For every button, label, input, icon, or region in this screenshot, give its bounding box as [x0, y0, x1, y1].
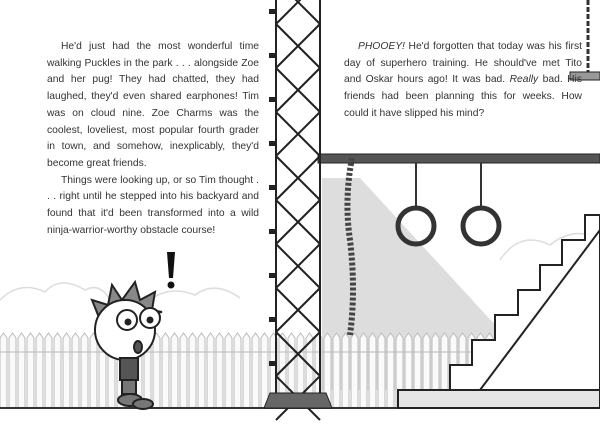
- right-text-column: [344, 39, 582, 123]
- paragraph-text: He'd forgotten that today was his first day of superhero training. He should've met Tito and Oskar hours ago! It was bad.: [344, 41, 582, 86]
- paragraph: [344, 39, 582, 123]
- paragraph: He'd just had the most wonderful time walking Puckles in the park . . . alongside Zoe and her pug! They had chatted, they had laughed, they'd even shared earphones! Tim was on cloud nine. Zoe Charms was the coolest, loveliest, most popular fourth grader in town, and somehow, inexplicably, they'd become great friends.: [47, 41, 259, 169]
- paragraph: Things were looking up, or so Tim thought . . . right until he stepped into his backyard and found that it'd been transformed into a wild ninja-warrior-worthy obstacle course!: [47, 174, 259, 236]
- paragraph-text: bad. His friends had been planning this for weeks. How could it have slipped his mind?: [344, 74, 582, 119]
- tower-base: [264, 393, 332, 408]
- emphasis-text: Really: [509, 74, 539, 86]
- left-text-column: [47, 39, 259, 239]
- exclamation-text: PHOOEY!: [358, 41, 405, 52]
- monkey-bar: [318, 154, 600, 163]
- exclamation-mark: [167, 252, 175, 289]
- gymnastic-rings: [398, 163, 499, 244]
